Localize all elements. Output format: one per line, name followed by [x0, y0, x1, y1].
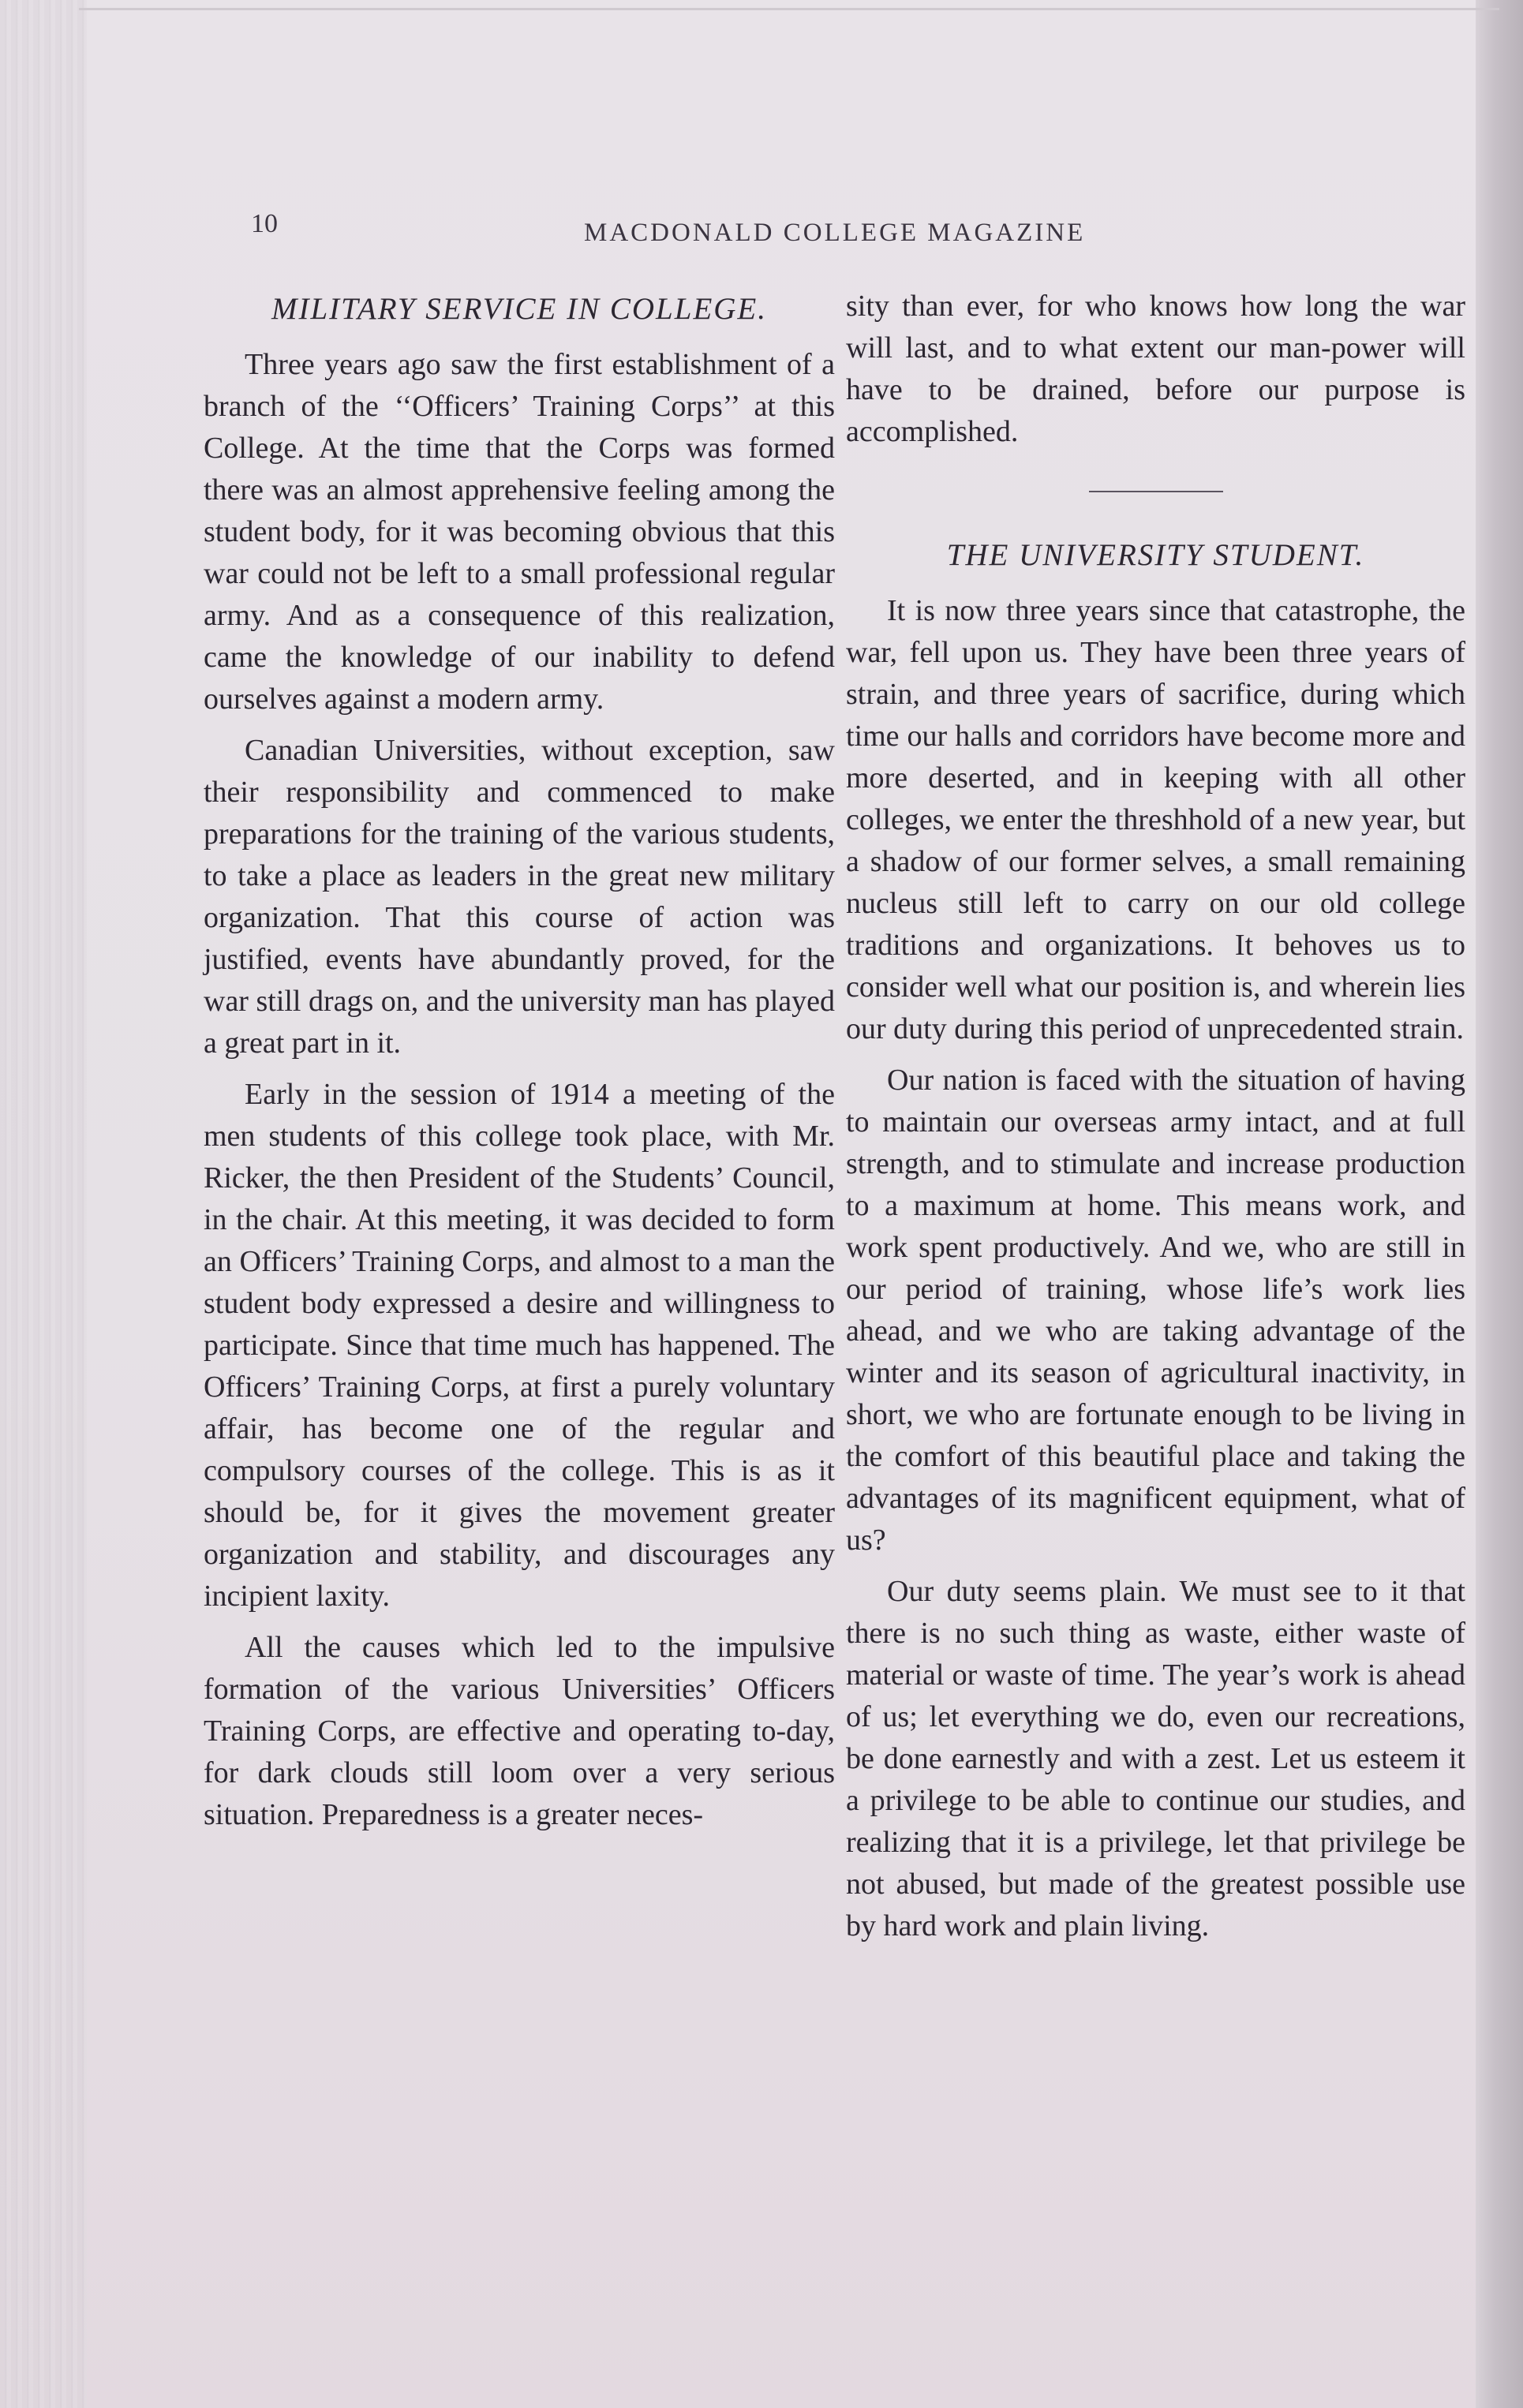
top-edge-rule: [79, 8, 1499, 10]
running-head: MACDONALD COLLEGE MAGAZINE: [584, 219, 1086, 247]
article-paragraph: All the causes which led to the impulsive formation of the various Universities’ Officers Training Corps, are effective and operating to-day, for dark clouds still loom over a very serious situation. Preparedness is a greater neces-: [204, 1631, 835, 1831]
article-paragraph: Our duty seems plain. We must see to it that there is no such thing as waste, either waste of material or waste of time. The year’s work is ahead of us; let everything we do, even our recreations, be done earnestly and with a zest. Let us esteem it a privilege to be able to continue our studies, and realizing that it is a privilege, let that privilege be not abused, but made of the greatest possible use by hard work and plain living.: [846, 1575, 1465, 1942]
page-number: 10: [251, 209, 278, 238]
page-edge-right: [1476, 0, 1523, 2408]
article-paragraph-continued: sity than ever, for who knows how long the war will last, and to what extent our man-power will have to be drained, before our purpose is accomplished.: [846, 290, 1465, 448]
section-divider: [1089, 491, 1223, 492]
article-paragraph: Three years ago saw the first establishment of a branch of the ‘‘Officers’ Training Corps’’ at this College. At the time that the Corps was formed there was an almost apprehensive feeling among the student body, for it was becoming obvious that this war could not be left to a small professional regular army. And as a consequence of this realization, came the knowledge of our inability to defend ourselves against a modern army.: [204, 348, 835, 716]
article-paragraph: Early in the session of 1914 a meeting of the men students of this college took place, with Mr. Ricker, the then President of the Students’ Council, in the chair. At this meeting, it was decided to form an Officers’ Training Corps, and almost to a man the student body expressed a desire and willingness to participate. Since that time much has happened. The Officers’ Training Corps, at first a purely voluntary affair, has become one of the regular and compulsory courses of the college. This is as it should be, for it gives the movement greater organization and stability, and discourages any incipient laxity.: [204, 1078, 835, 1613]
article-title-military-service: MILITARY SERVICE IN COLLEGE.: [271, 292, 768, 326]
right-column: [846, 286, 1465, 1957]
article-paragraph: Canadian Universities, without exception, saw their responsibility and commenced to make preparations for the training of the various students, to take a place as leaders in the great new military organization. That this course of action was justified, events have abundantly proved, for the war still drags on, and the university man has played a great part in it.: [204, 734, 835, 1060]
article-paragraph: Our nation is faced with the situation of having to maintain our overseas army intact, and at full strength, and to stimulate and increase production to a maximum at home. This means work, and work spent productively. And we, who are still in our period of training, whose life’s work lies ahead, and we who are taking advantage of the winter and its season of agricultural inactivity, in short, we who are fortunate enough to be living in the comfort of this beautiful place and taking the advantages of its magnificent equipment, what of us?: [846, 1064, 1465, 1557]
article-paragraph: It is now three years since that catastrophe, the war, fell upon us. They have been three years of strain, and three years of sacrifice, during which time our halls and corridors have become more and more deserted, and in keeping with all other colleges, we enter the threshhold of a new year, but a shadow of our former selves, a small remaining nucleus still left to carry on our old college traditions and organizations. It behoves us to consider well what our position is, and wherein lies our duty during this period of unprecedented strain.: [846, 594, 1465, 1045]
article-title-university-student: THE UNIVERSITY STUDENT.: [946, 538, 1365, 572]
left-column: [204, 286, 835, 1845]
page-edge-left: [0, 0, 87, 2408]
